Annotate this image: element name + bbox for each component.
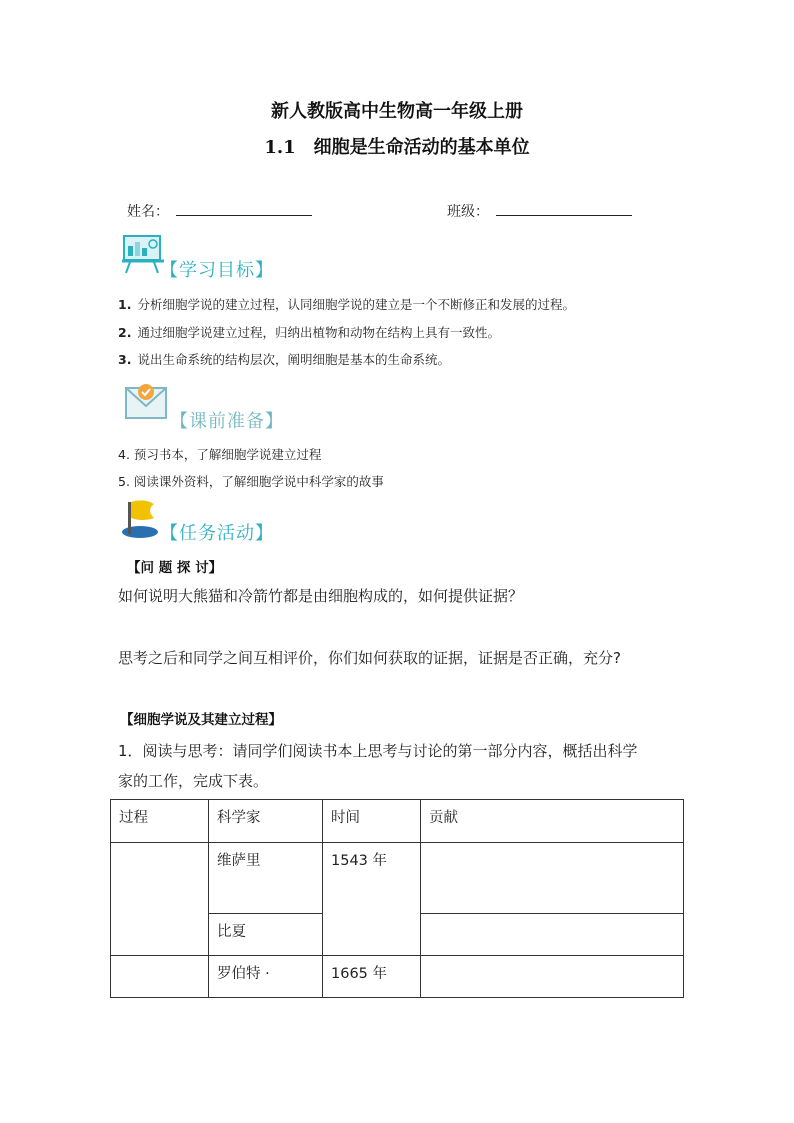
document-title: 新人教版高中生物高一年级上册 xyxy=(271,101,523,122)
table-cell: 维萨里 xyxy=(209,843,323,914)
activities-heading: 【任务活动】 xyxy=(160,523,274,544)
objective-item: 1. 分析细胞学说的建立过程，认同细胞学说的建立是一个不断修正和发展的过程。 xyxy=(118,297,575,312)
preparation-item: 5. 阅读课外资料，了解细胞学说中科学家的故事 xyxy=(118,474,384,489)
table-header-row xyxy=(111,800,684,843)
table-header: 时间 xyxy=(323,800,421,843)
table-header: 过程 xyxy=(111,800,209,843)
discussion-heading: 【问 题 探 讨】 xyxy=(127,560,223,576)
table-cell[interactable] xyxy=(421,956,684,998)
table-cell[interactable] xyxy=(421,914,684,956)
name-field[interactable] xyxy=(176,201,312,216)
table-row xyxy=(111,956,684,998)
table-cell[interactable] xyxy=(111,843,209,956)
scientist-table xyxy=(110,799,684,998)
preparation-item: 4. 预习书本，了解细胞学说建立过程 xyxy=(118,447,322,462)
table-header: 贡献 xyxy=(421,800,684,843)
lesson-title: 1.1 细胞是生命活动的基本单位 xyxy=(264,137,530,158)
theory-heading: 【细胞学说及其建立过程】 xyxy=(120,712,282,728)
table-cell: 比夏 xyxy=(209,914,323,956)
table-header: 科学家 xyxy=(209,800,323,843)
preparation-heading: 【课前准备】 xyxy=(170,411,284,432)
question-text: 如何说明大熊猫和冷箭竹都是由细胞构成的，如何提供证据？ xyxy=(118,587,524,605)
table-cell[interactable] xyxy=(421,843,684,914)
table-cell[interactable] xyxy=(111,956,209,998)
envelope-check-icon xyxy=(124,380,170,420)
table-cell: 罗伯特 · xyxy=(209,956,323,998)
name-label: 姓名： xyxy=(127,204,169,220)
table-cell: 1543 年 xyxy=(323,843,421,956)
task-text: 1．阅读与思考：请同学们阅读书本上思考与讨论的第一部分内容，概括出科学 xyxy=(118,742,638,760)
question-text: 思考之后和同学之间互相评价，你们如何获取的证据，证据是否正确，充分? xyxy=(118,649,621,667)
table-cell: 1665 年 xyxy=(323,956,421,998)
class-label: 班级： xyxy=(447,204,489,220)
table-row xyxy=(111,843,684,914)
class-field[interactable] xyxy=(496,201,632,216)
objective-item: 3. 说出生命系统的结构层次，阐明细胞是基本的生命系统。 xyxy=(118,352,450,367)
flag-icon xyxy=(118,496,164,540)
task-text: 家的工作，完成下表。 xyxy=(118,772,269,790)
objective-item: 2. 通过细胞学说建立过程，归纳出植物和动物在结构上具有一致性。 xyxy=(118,325,500,340)
objectives-heading: 【学习目标】 xyxy=(160,260,274,281)
